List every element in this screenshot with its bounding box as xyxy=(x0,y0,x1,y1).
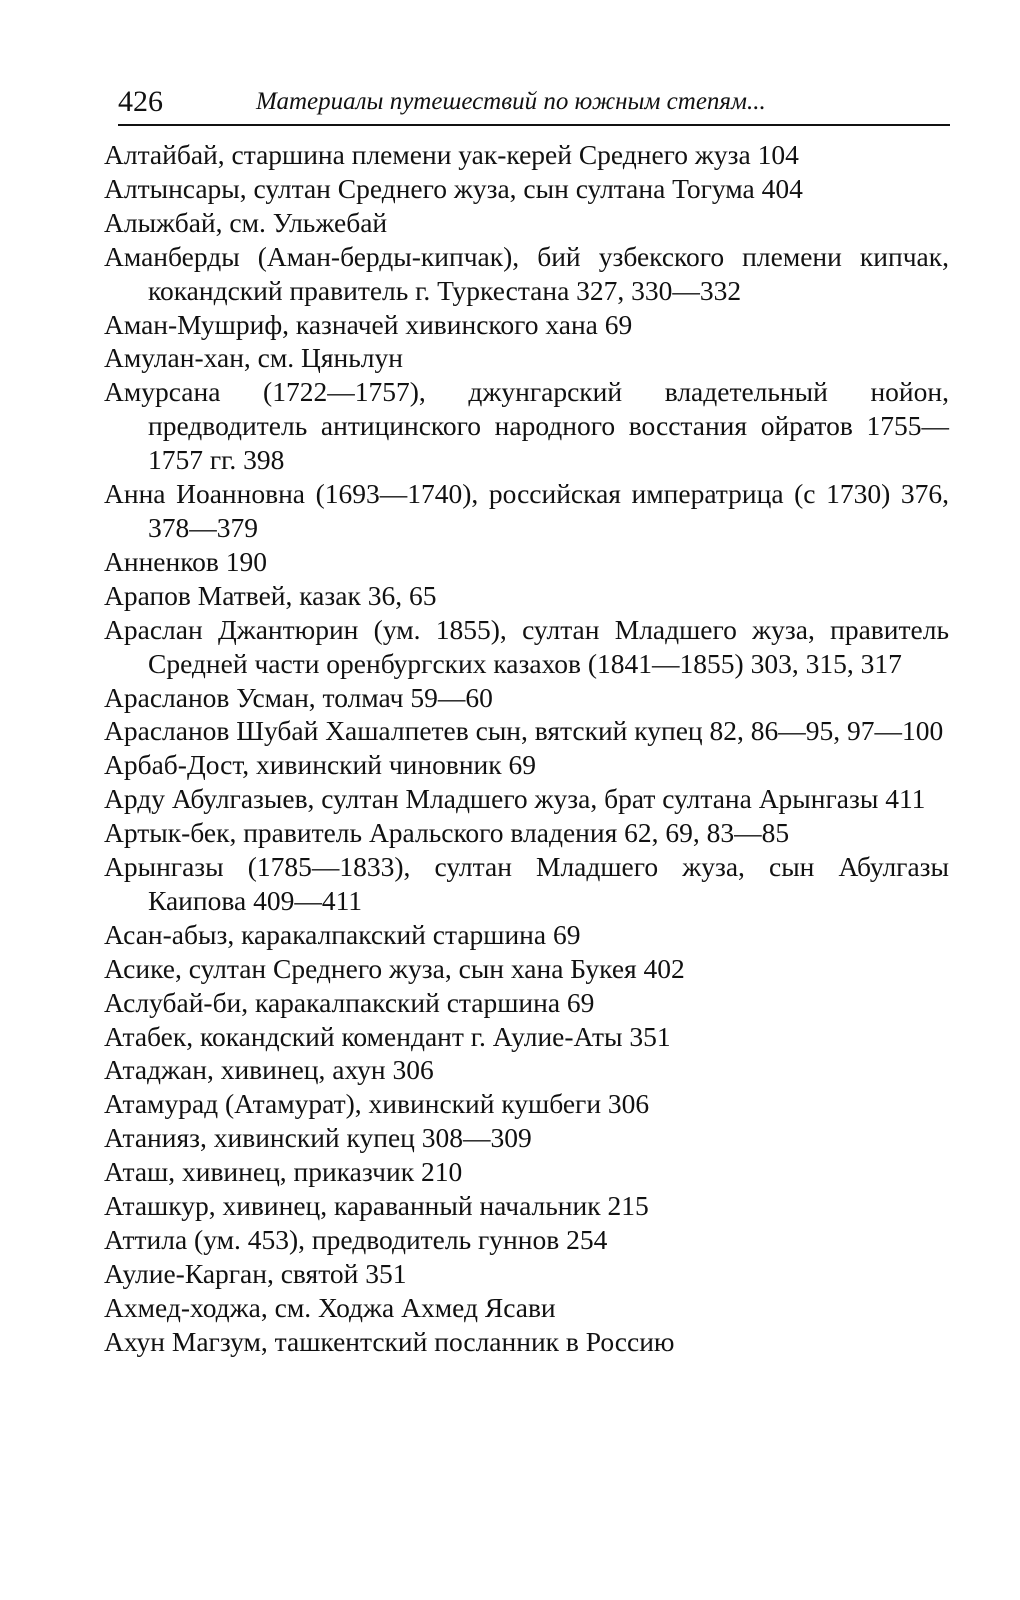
index-entry: Ахмед-ходжа, см. Ходжа Ахмед Ясави xyxy=(104,1291,556,1323)
name-index-list xyxy=(104,138,949,1359)
index-entry: Аташкур, хивинец, караванный начальник 215 xyxy=(104,1190,649,1222)
index-entry: Аттила (ум. 453), предводитель гуннов 254 xyxy=(104,1224,608,1255)
index-entry: Алтайбай, старшина племени уак-керей Среднего жуза 104 xyxy=(104,139,799,170)
index-entry: Амурсана (1722—1757), джунгарский владетельный нойон, предводитель антицинского народного восстания ойратов 1755—1757 гг. 398 xyxy=(104,376,949,476)
index-entry: Аулие-Карган, святой 351 xyxy=(104,1257,407,1289)
page-header xyxy=(118,78,950,126)
index-entry: Аманберды (Аман-берды-кипчак), бий узбекского племени кипчак, кокандский правитель г. Туркестана 327, 330—332 xyxy=(104,240,949,306)
index-entry: Арынгазы (1785—1833), султан Младшего жуза, сын Абулгазы Каипова 409—411 xyxy=(104,851,949,916)
index-entry: Асан-абыз, каракалпакский старшина 69 xyxy=(104,918,581,950)
page-number: 426 xyxy=(118,85,163,118)
index-entry: Арасланов Шубай Хашалпетев сын, вятский купец 82, 86—95, 97—100 xyxy=(104,715,944,747)
index-entry: Анненков 190 xyxy=(104,545,268,577)
index-entry: Атамурад (Атамурат), хивинский кушбеги 306 xyxy=(104,1088,650,1120)
index-entry: Атабек, кокандский комендант г. Аулие-Аты 351 xyxy=(104,1020,671,1052)
index-entry: Аслубай-би, каракалпакский старшина 69 xyxy=(104,986,595,1018)
running-title: Материалы путешествий по южным степям... xyxy=(256,88,766,115)
index-entry: Арапов Матвей, казак 36, 65 xyxy=(104,579,437,611)
index-entry: Арду Абулгазыев, султан Младшего жуза, брат султана Арынгазы 411 xyxy=(104,783,926,815)
header-rule xyxy=(118,124,950,126)
index-entry: Атаджан, хивинец, ахун 306 xyxy=(104,1054,434,1086)
index-entry: Асике, султан Среднего жуза, сын хана Букея 402 xyxy=(104,952,685,984)
index-entry: Арасланов Усман, толмач 59—60 xyxy=(104,681,493,713)
index-entry: Алыжбай, см. Ульжебай xyxy=(104,206,388,238)
index-entry: Артык-бек, правитель Аральского владения 62, 69, 83—85 xyxy=(104,817,790,849)
index-entry: Анна Иоанновна (1693—1740), российская императрица (с 1730) 376, 378—379 xyxy=(104,478,949,543)
index-entry: Ахун Магзум, ташкентский посланник в Россию xyxy=(104,1325,675,1357)
index-entry: Алтынсары, султан Среднего жуза, сын султана Тогума 404 xyxy=(104,172,803,204)
index-entry: Аман-Мушриф, казначей хивинского хана 69 xyxy=(104,308,633,340)
index-entry: Арбаб-Дост, хивинский чиновник 69 xyxy=(104,749,536,781)
index-entry: Амулан-хан, см. Цяньлун xyxy=(104,342,403,374)
index-entry: Араслан Джантюрин (ум. 1855), султан Младшего жуза, правитель Средней части оренбургских казахов (1841—1855) 303, 315, 317 xyxy=(104,613,949,679)
index-entry: Аташ, хивинец, приказчик 210 xyxy=(104,1156,463,1188)
index-entry: Атанияз, хивинский купец 308—309 xyxy=(104,1122,532,1154)
